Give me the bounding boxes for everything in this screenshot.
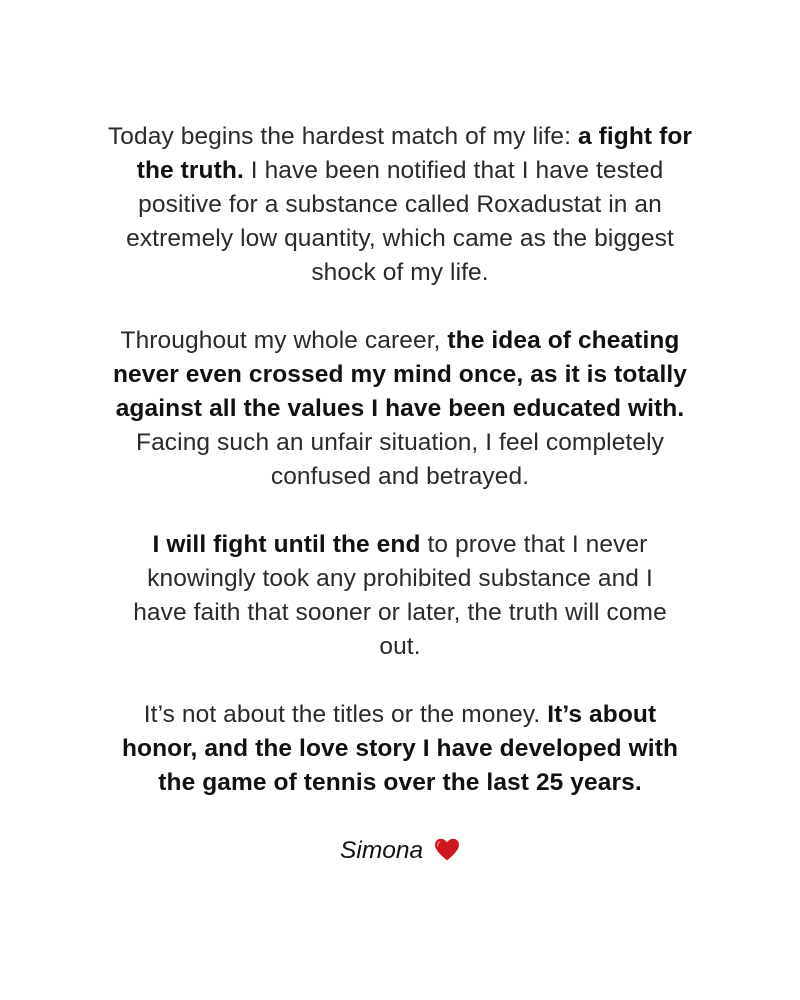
paragraph-3 xyxy=(120,528,680,664)
paragraph-3-text: to prove that I never knowingly took any prohibited substance and I have faith that sooner or later, the truth will come out. xyxy=(133,531,667,660)
paragraph-1 xyxy=(100,120,700,290)
paragraph-2-text-end: Facing such an unfair situation, I feel completely confused and betrayed. xyxy=(136,429,664,490)
signature-name: Simona xyxy=(340,837,424,864)
paragraph-3-emphasis: I will fight until the end xyxy=(152,531,421,558)
signature xyxy=(0,834,800,868)
paragraph-1-text: Today begins the hardest match of my life: xyxy=(107,123,578,150)
paragraph-1-text-end: I have been notified that I have tested positive for a substance called Roxadustat in an extremely low quantity, which came as the biggest shock of my life. xyxy=(126,157,674,286)
paragraph-4-emphasis: It’s about honor, and the love story I have developed with the game of tennis over the last 25 years. xyxy=(121,701,679,796)
heart-icon xyxy=(434,838,460,862)
paragraph-2-text: Throughout my whole career, xyxy=(120,327,448,354)
paragraph-4-text: It’s not about the titles or the money. xyxy=(143,701,548,728)
paragraph-1-emphasis: a fight for the truth. xyxy=(136,123,693,184)
paragraph-2 xyxy=(100,324,700,494)
statement-body xyxy=(0,120,800,868)
paragraph-2-emphasis: the idea of cheating never even crossed my mind once, as it is totally against all the values I have been educated with. xyxy=(112,327,688,422)
paragraph-4 xyxy=(110,698,690,800)
